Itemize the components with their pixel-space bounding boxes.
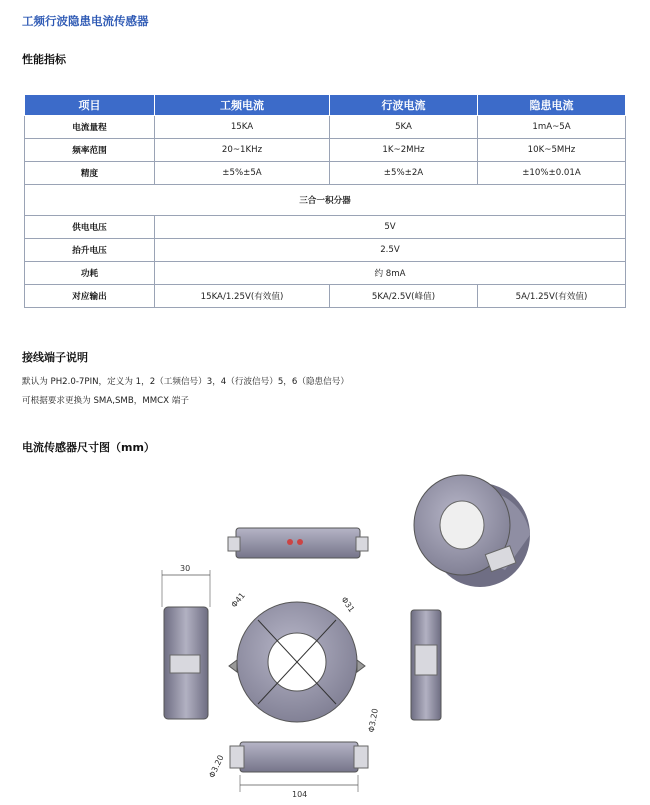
- integrator-title: 三合一积分器: [25, 185, 626, 216]
- cell: 20~1KHz: [155, 139, 330, 162]
- table-row: [25, 162, 626, 185]
- dim-length-bottom: 104: [292, 790, 308, 799]
- cell: ±5%±2A: [330, 162, 478, 185]
- table-header-row: [25, 95, 626, 116]
- dim-outer-diameter: Φ41: [229, 591, 247, 610]
- table-row: [25, 116, 626, 139]
- table-row: [25, 262, 626, 285]
- table-row: [25, 139, 626, 162]
- spec-table: [24, 94, 626, 308]
- row-label: 电流量程: [25, 116, 155, 139]
- dimension-drawing: [0, 470, 650, 805]
- header-item: 项目: [25, 95, 155, 116]
- table-row: [25, 285, 626, 308]
- row-label: 频率范围: [25, 139, 155, 162]
- cell: 5A/1.25V(有效值): [478, 285, 626, 308]
- dim-hole-bottom: Φ3.20: [207, 753, 226, 780]
- connector-options-text: 可根据要求更换为 SMA,SMB，MMCX 端子: [22, 396, 189, 406]
- row-label: 供电电压: [25, 216, 155, 239]
- section-heading-pins: 接线端子说明: [22, 351, 88, 364]
- cell: 15KA/1.25V(有效值): [155, 285, 330, 308]
- top-view-sensor: [228, 528, 368, 558]
- table-row: [25, 216, 626, 239]
- header-traveling-wave: 行波电流: [330, 95, 478, 116]
- cell: 2.5V: [155, 239, 626, 262]
- cell: ±5%±5A: [155, 162, 330, 185]
- iso-view-sensor: [414, 475, 530, 587]
- left-side-view: [162, 564, 210, 719]
- front-view-ring: [229, 591, 365, 722]
- table-row: [25, 239, 626, 262]
- cell: 10K~5MHz: [478, 139, 626, 162]
- cell: 1mA~5A: [478, 116, 626, 139]
- cell: 15KA: [155, 116, 330, 139]
- row-label: 精度: [25, 162, 155, 185]
- dim-width-side: 30: [180, 564, 191, 573]
- table-row-merged-title: [25, 185, 626, 216]
- row-label: 功耗: [25, 262, 155, 285]
- dim-hole-right: Φ3.20: [366, 707, 380, 734]
- header-power-frequency: 工频电流: [155, 95, 330, 116]
- cell: 5V: [155, 216, 626, 239]
- header-hidden-danger: 隐患电流: [478, 95, 626, 116]
- dim-inner-diameter: Φ31: [339, 595, 357, 614]
- page-title: 工频行波隐患电流传感器: [22, 14, 149, 28]
- cell: 5KA/2.5V(峰值): [330, 285, 478, 308]
- row-label: 对应输出: [25, 285, 155, 308]
- cell: ±10%±0.01A: [478, 162, 626, 185]
- pin-definition-text: 默认为 PH2.0-7PIN，定义为 1，2（工频信号）3，4（行波信号）5，6（隐患信号）: [22, 377, 349, 387]
- cell: 约 8mA: [155, 262, 626, 285]
- section-heading-performance: 性能指标: [22, 53, 66, 66]
- cell: 1K~2MHz: [330, 139, 478, 162]
- right-side-view: [411, 610, 441, 720]
- section-heading-dimensions: 电流传感器尺寸图（mm）: [22, 441, 155, 454]
- cell: 5KA: [330, 116, 478, 139]
- row-label: 抬升电压: [25, 239, 155, 262]
